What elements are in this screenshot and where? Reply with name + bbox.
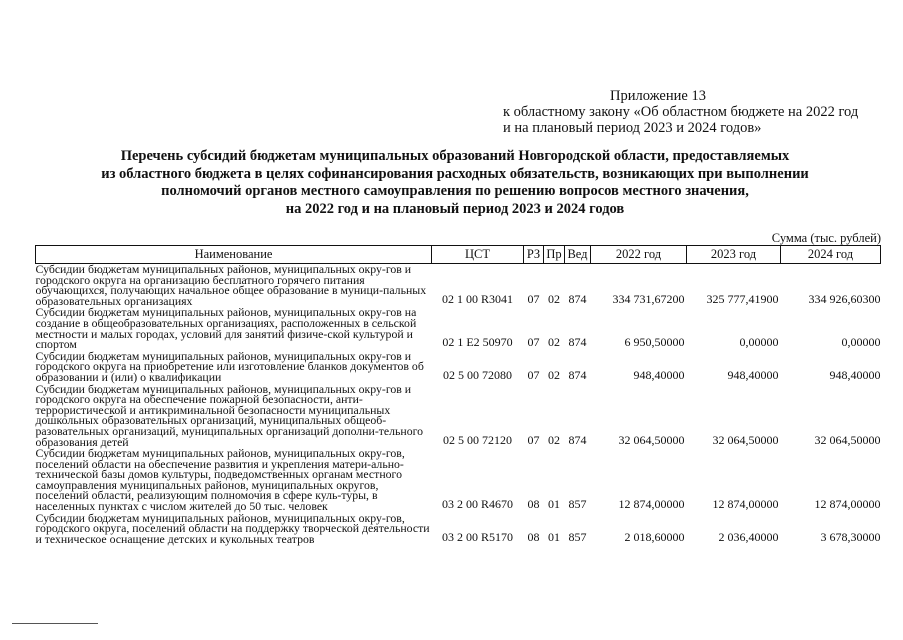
footer-rule xyxy=(12,623,98,624)
header-rz: РЗ xyxy=(524,246,544,264)
row-ved: 874 xyxy=(568,335,587,350)
row-pr: 02 xyxy=(548,335,560,350)
row-2024: 0,00000 xyxy=(841,335,881,350)
header-2024: 2024 год xyxy=(781,246,881,264)
row-name: Субсидии бюджетам муниципальных районов, муниципальных окру-гов, городского округа, поселений области на поддержку творческой деятельности и техническое оснащение детских и кукольных театров xyxy=(35,510,430,546)
row-cst: 03 2 00 R4670 xyxy=(441,497,513,512)
appendix-number: Приложение 13 xyxy=(610,88,706,104)
row-rz: 07 xyxy=(527,432,540,447)
header-cst: ЦСТ xyxy=(432,246,524,264)
row-2024: 12 874,00000 xyxy=(814,497,881,512)
units-label: Сумма (тыс. рублей) xyxy=(771,231,881,245)
row-2024: 948,40000 xyxy=(829,368,881,383)
title-line-1: Перечень субсидий бюджетам муниципальных образований Новгородской области, предоставляемых xyxy=(120,148,790,164)
row-cst: 03 2 00 R5170 xyxy=(441,530,513,545)
row-ved: 874 xyxy=(568,292,587,307)
appendix-note xyxy=(503,88,893,136)
table-row xyxy=(36,264,881,308)
row-cst: 02 5 00 72120 xyxy=(443,432,512,447)
row-cst: 02 1 00 R3041 xyxy=(441,292,513,307)
appendix-line-1: к областному закону «Об областном бюджете на 2022 год xyxy=(503,104,859,120)
header-ved: Вед xyxy=(565,246,591,264)
row-2024: 32 064,50000 xyxy=(814,432,881,447)
row-ved: 874 xyxy=(568,432,587,447)
appendix-line-2: и на плановый период 2023 и 2024 годов» xyxy=(503,120,762,136)
table-row xyxy=(36,384,881,449)
row-name: Субсидии бюджетам муниципальных районов, муниципальных окру-гов и городского округа на обеспечение пожарной безопасности, анти-террористической и антикриминальной безопасности муниципальных дошкольных образовательных организаций, муниципальных общеоб-разовательных организаций, муниципальных организаций дополни-тельного образования детей xyxy=(35,381,424,449)
row-2023: 948,40000 xyxy=(727,368,779,383)
document-title xyxy=(40,148,870,218)
row-2023: 0,00000 xyxy=(739,335,779,350)
row-pr: 02 xyxy=(548,368,560,383)
table-row xyxy=(36,307,881,350)
title-line-2: из областного бюджета в целях софинансирования расходных обязательств, возникающих при выполнении xyxy=(101,165,809,182)
row-2022: 12 874,00000 xyxy=(618,497,685,512)
row-2022: 6 950,50000 xyxy=(624,335,685,350)
row-2022: 2 018,60000 xyxy=(624,530,685,545)
title-line-3: полномочий органов местного самоуправления по решению вопросов местного значения, xyxy=(161,183,749,199)
table-row xyxy=(36,448,881,513)
row-rz: 08 xyxy=(527,530,540,545)
row-pr: 02 xyxy=(548,432,560,447)
header-name: Наименование xyxy=(36,246,432,264)
row-2022: 334 731,67200 xyxy=(612,292,685,307)
table-row xyxy=(36,351,881,384)
row-cst: 02 1 E2 50970 xyxy=(442,335,513,350)
row-name: Субсидии бюджетам муниципальных районов, муниципальных окру-гов на создание в общеобразовательных организациях, расположенных в сельской местности и малых городах, условий для занятий физиче-ской культурой и спортом xyxy=(35,305,417,352)
header-2023: 2023 год xyxy=(687,246,781,264)
row-ved: 857 xyxy=(568,530,587,545)
row-cst: 02 5 00 72080 xyxy=(443,368,512,383)
table-row xyxy=(36,513,881,546)
row-pr: 02 xyxy=(548,292,560,307)
subsidy-table xyxy=(35,245,881,545)
row-rz: 08 xyxy=(527,497,540,512)
row-name: Субсидии бюджетам муниципальных районов, муниципальных окру-гов, поселений области на обеспечение развития и укрепления матери-ально-технической базы домов культуры, подведомственных органам местного самоуправления муниципальных районов, муниципальных округов, поселений области, реализующим полномочия в сфере куль-туры, в населенных пунктах с числом жителей до 50 тыс. человек xyxy=(35,446,405,514)
row-rz: 07 xyxy=(527,368,540,383)
row-2022: 948,40000 xyxy=(633,368,685,383)
row-2022: 32 064,50000 xyxy=(618,432,685,447)
row-2023: 32 064,50000 xyxy=(712,432,779,447)
row-rz: 07 xyxy=(527,335,540,350)
row-name: Субсидии бюджетам муниципальных районов, муниципальных окру-гов и городского округа на приобретение или изготовление бланков документов об образовании и (или) о квалификации xyxy=(35,348,424,384)
row-2023: 2 036,40000 xyxy=(718,530,779,545)
row-2024: 334 926,60300 xyxy=(808,292,881,307)
header-2022: 2022 год xyxy=(591,246,687,264)
row-name: Субсидии бюджетам муниципальных районов, муниципальных окру-гов и городского округа на организацию бесплатного горячего питания обучающихся, получающих начальное общее образование в муници-пальных образовательных организациях xyxy=(35,262,427,308)
row-2024: 3 678,30000 xyxy=(820,530,881,545)
row-ved: 857 xyxy=(568,497,587,512)
header-pr: Пр xyxy=(544,246,565,264)
row-2023: 325 777,41900 xyxy=(706,292,779,307)
row-ved: 874 xyxy=(568,368,587,383)
row-pr: 01 xyxy=(548,530,560,545)
row-2023: 12 874,00000 xyxy=(712,497,779,512)
row-rz: 07 xyxy=(527,292,540,307)
row-pr: 01 xyxy=(548,497,560,512)
table-header-row xyxy=(36,246,881,264)
title-line-4: на 2022 год и на плановый период 2023 и 2024 годов xyxy=(285,200,625,217)
